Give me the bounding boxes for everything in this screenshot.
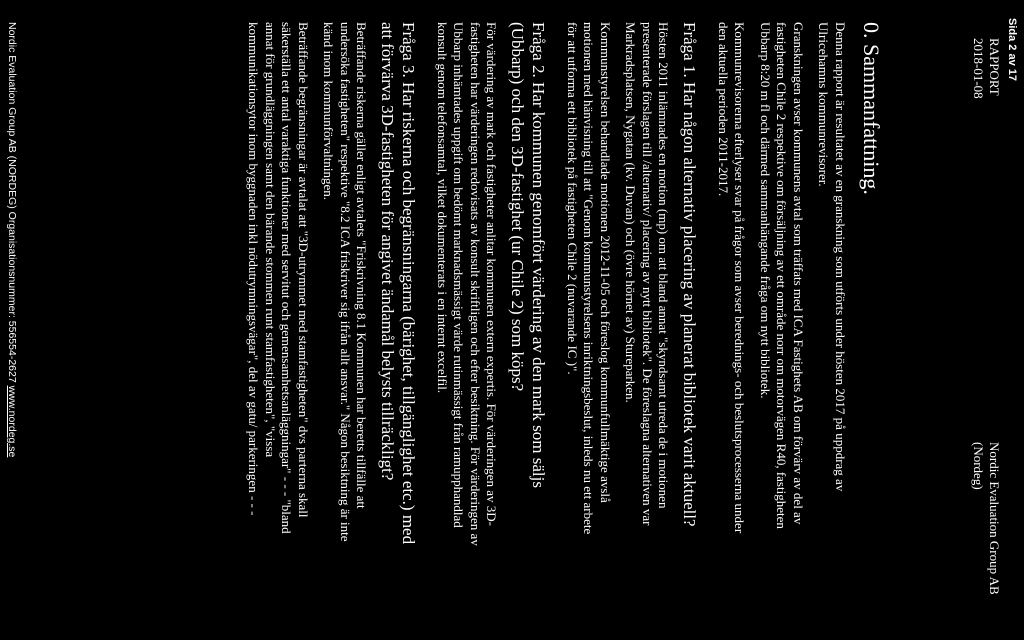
org-abbrev: (Nordeg) <box>971 442 986 490</box>
document-footer <box>6 22 18 640</box>
question-2-heading: Fråga 2. Har kommunen genomfört värdering av den mark som säljs (Ubbarp) och den 3D-fastighet (ur Chile 2) som köps? <box>508 22 549 488</box>
question-3-heading: Fråga 3. Har riskerna och begränsningarna (bärighet, tillgänglighet etc.) med att förvärva 3D-fastigheten för angivet ändamål belysts tillräckligt? <box>378 22 419 545</box>
org-name: Nordic Evaluation Group AB <box>987 442 1002 595</box>
summary-request: Kommunrevisorerna efterlyser svar på frågor som avser berednings- och beslutsprocesserna under den aktuella perioden 2011-2017. <box>716 22 748 534</box>
header-doc-block <box>970 38 1002 148</box>
footer-website-link[interactable]: www.nordeg.se <box>6 385 18 458</box>
summary-intro: Denna rapport är resultatet av en granskning som utförts under hösten 2017 på uppdrag av Ulricehamns kommunrevisorer. <box>816 22 848 492</box>
header-org-block <box>970 442 1002 612</box>
page-number: Sida 2 av 17 <box>1006 18 1018 81</box>
document-body <box>236 0 884 640</box>
summary-scope: Granskningen avser kommunens avtal som träffats med ICA Fastighets AB om förvärv av del av fastigheten Chile 2 respektive om försäljning av ett område norr om motorvägen R40, fastigheten Ubbarp 8:20 m fl och därmed sammanhängande fråga om nytt bibliotek. <box>758 22 806 529</box>
question-2-paragraph-1: För värdering av mark och fastigheter anlitar kommunen extern expertis. För värderingen av 3D-fastigheten har värderingen redovisats av konsult skriftligen och efter besiktning. För värderingen av Ubbarp inhämtades uppgift om bedömt marknadsmässigt värde rutinmässigt från ramupphandlad konsult genom telefonsamtal, vilket dokumenterats i en internt excelfil. <box>435 22 500 546</box>
question-1-paragraph-1: Hösten 2011 inlämnades en motion (mp) om att bland annat "skyndsamt utreda de i motionen presenterade förslagen till /alternativ/ placering av nytt bibliotek". De föreslagna alternativen var Markradsplatsen, Nygatan (kv. Duvan) och (övre hörnet av) Stureparken. <box>623 22 672 526</box>
question-3-paragraph-1: Beträffande riskerna gäller enligt avtalets "Friskrivning 8.1 Kommunen har beretts tillfälle att undersöka fastigheten" respektive "8.2 ICA friskriver sig ifrån allt ansvar." Någon besiktning är inte känd inom kommunförvaltningen. <box>321 22 370 542</box>
summary-heading: 0. Sammanfattning. <box>859 22 884 195</box>
doc-date: 2018-01-08 <box>971 38 986 99</box>
question-1-heading: Fråga 1. Har någon alternativ placering av planerat bibliotek varit aktuell? <box>680 22 700 527</box>
doc-type: RAPPORT <box>987 38 1002 96</box>
question-3-paragraph-2: Beträffande begränsningar är avtalat att "3D-utrymmet med stamfastigheten" dvs parterna skall säkerställa ett antal varaktiga funktioner med servitut och gemensamhetsanläggningar" - - - "bland annat för grundläggningen samt den bärande stommen runt stamfastigheten", "vissa kommunikationsytor inom byggnaden inkl nödutrymningsvägar", del av gatu/ parkeringen - - - <box>246 22 311 534</box>
question-1-paragraph-2: Kommunstyrelsen behandlade motionen 2012-11-05 och föreslog kommunfullmäktige avslå motionen med hänvisning till att "Genom kommunstyrelsens inriktningsbeslut, inleds nu ett arbete för att utforma ett bibliotek på fastigheten Chile 2 (nuvarande IC )". <box>565 22 613 535</box>
footer-text: Nordic Evaluation Group AB (NORDEG) Organisationsnummer: 556554-2627 <box>6 22 18 386</box>
